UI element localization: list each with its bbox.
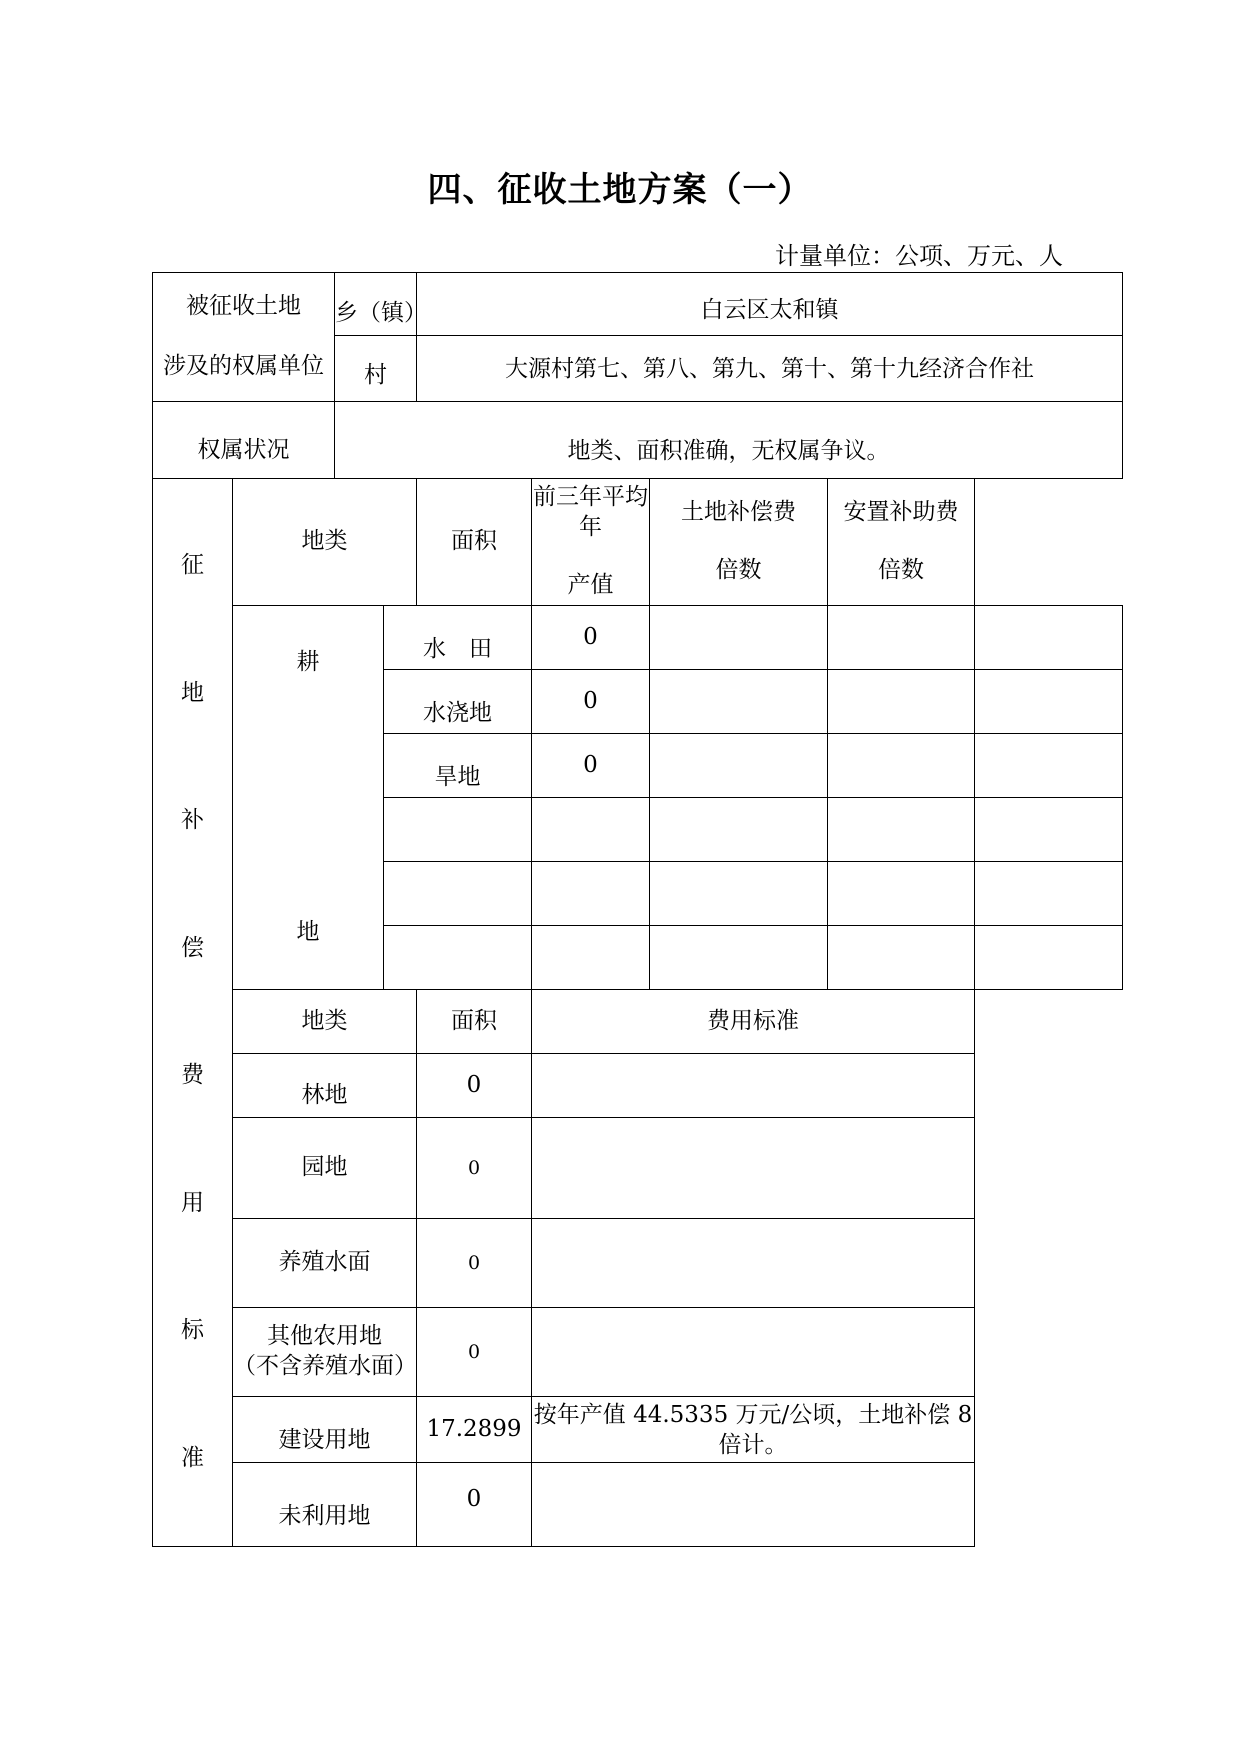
empty-cell (650, 670, 828, 734)
fee-standard: 按年产值 44.5335 万元/公顷，土地补偿 8 倍计。 (532, 1397, 975, 1463)
empty-cell (650, 734, 828, 798)
empty-cell (975, 670, 1123, 734)
owner-label-cell (153, 273, 335, 402)
measurement-unit: 计量单位：公项、万元、人 (775, 242, 1063, 270)
header-resettlement-multiple (828, 479, 975, 606)
town-value: 白云区太和镇 (417, 273, 1123, 336)
section-char: 准 (181, 1444, 204, 1471)
cultivated-char: 地 (296, 918, 320, 945)
page-title: 四、征收土地方案（一） (427, 170, 813, 210)
land-acquisition-table (152, 272, 1123, 1547)
section-char: 费 (181, 1062, 204, 1089)
land-area: 0 (532, 670, 650, 734)
empty-cell (532, 926, 650, 990)
town-label: 乡（镇） (335, 273, 417, 336)
empty-cell (384, 926, 532, 990)
section-char: 用 (181, 1189, 204, 1216)
header-resettlement-line2: 倍数 (878, 557, 924, 583)
status-value: 地类、面积准确，无权属争议。 (335, 402, 1123, 479)
header-avg-output-line1: 前三年平均年 (533, 484, 648, 541)
header-avg-output-line2: 产值 (567, 571, 614, 598)
header-land-type: 地类 (233, 479, 417, 606)
empty-cell (975, 606, 1123, 670)
land-name-line1: 其他农用地 (267, 1323, 382, 1350)
land-name: 养殖水面 (233, 1219, 417, 1308)
land-area: 0 (417, 1308, 532, 1397)
empty-cell (650, 798, 828, 862)
owner-label-line2: 涉及的权属单位 (163, 353, 324, 380)
village-value: 大源村第七、第八、第九、第十、第十九经济合作社 (417, 336, 1123, 402)
empty-cell (828, 670, 975, 734)
land-name: 水 田 (384, 606, 532, 670)
land-name: 林地 (233, 1054, 417, 1118)
village-label: 村 (335, 336, 417, 402)
header-compensation-line1: 土地补偿费 (681, 499, 796, 526)
land-area: 0 (417, 1118, 532, 1219)
header-avg-output (532, 479, 650, 606)
header-area: 面积 (417, 990, 532, 1054)
header-resettlement-line1: 安置补助费 (843, 499, 959, 526)
empty-cell (828, 606, 975, 670)
empty-cell (828, 862, 975, 926)
empty-cell (975, 798, 1123, 862)
header-land-type: 地类 (233, 990, 417, 1054)
land-name: 园地 (233, 1118, 417, 1219)
fee-standard (532, 1308, 975, 1397)
land-area: 17.2899 (417, 1397, 532, 1463)
empty-cell (650, 926, 828, 990)
land-name: 水浇地 (384, 670, 532, 734)
section-char: 地 (181, 679, 204, 706)
land-area: 0 (417, 1054, 532, 1118)
fee-standard (532, 1118, 975, 1219)
empty-cell (975, 862, 1123, 926)
empty-cell (650, 862, 828, 926)
empty-cell (384, 798, 532, 862)
header-area: 面积 (417, 479, 532, 606)
cultivated-group-label (233, 606, 384, 990)
land-area: 0 (417, 1219, 532, 1308)
fee-standard (532, 1054, 975, 1118)
section-char: 标 (181, 1317, 204, 1344)
section-char: 偿 (181, 934, 204, 961)
empty-cell (975, 734, 1123, 798)
empty-cell (650, 606, 828, 670)
land-area: 0 (532, 606, 650, 670)
status-label: 权属状况 (153, 402, 335, 479)
header-compensation-multiple (650, 479, 828, 606)
land-area: 0 (417, 1463, 532, 1547)
empty-cell (828, 734, 975, 798)
land-name: 建设用地 (233, 1397, 417, 1463)
header-compensation-line2: 倍数 (715, 557, 762, 583)
empty-cell (532, 862, 650, 926)
land-name-line2: （不含养殖水面） (233, 1353, 417, 1379)
empty-cell (975, 926, 1123, 990)
empty-cell (828, 798, 975, 862)
empty-cell (828, 926, 975, 990)
fee-standard (532, 1463, 975, 1547)
land-area: 0 (532, 734, 650, 798)
header-fee-standard: 费用标准 (532, 990, 975, 1054)
fee-standard (532, 1219, 975, 1308)
empty-cell (532, 798, 650, 862)
section-char: 征 (181, 552, 204, 579)
land-name: 未利用地 (233, 1463, 417, 1547)
land-name: 旱地 (384, 734, 532, 798)
owner-label-line1: 被征收土地 (186, 293, 301, 319)
cultivated-char: 耕 (296, 648, 320, 675)
empty-cell (384, 862, 532, 926)
section-label-vertical (153, 479, 233, 1547)
land-name-two-line (233, 1308, 417, 1397)
section-char: 补 (181, 807, 204, 834)
